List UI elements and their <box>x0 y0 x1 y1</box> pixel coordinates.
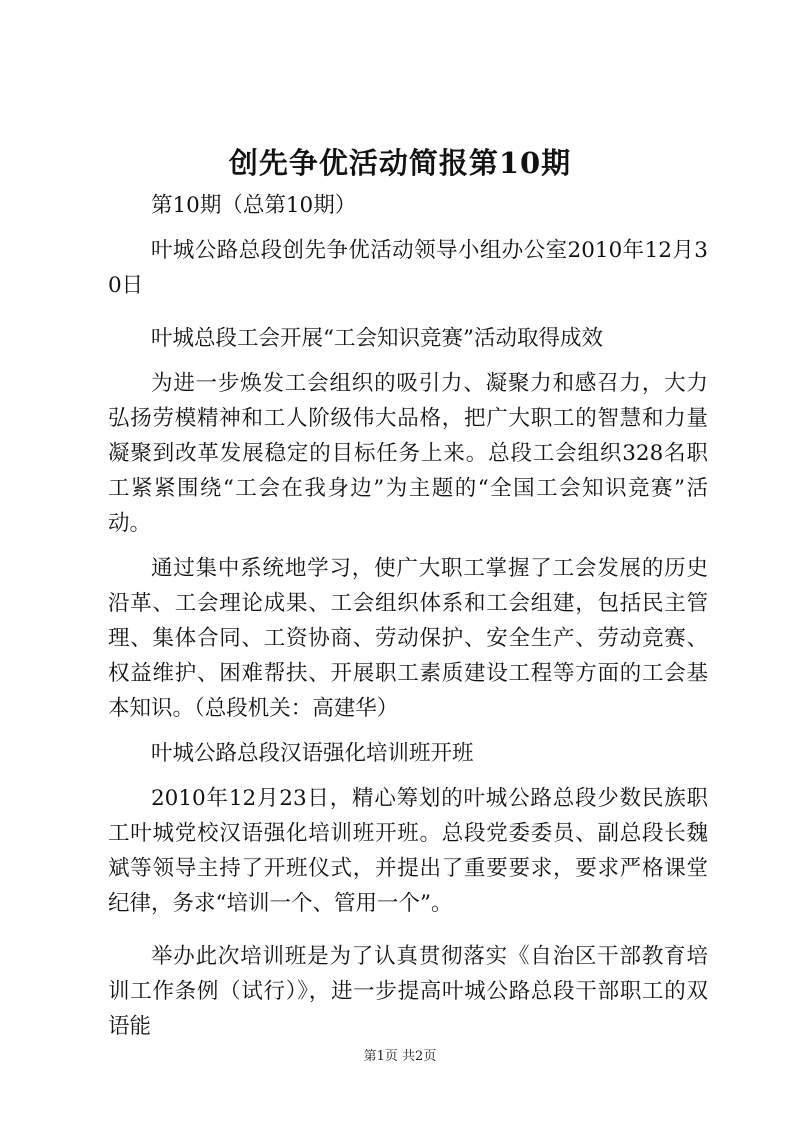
paragraph: 为进一步焕发工会组织的吸引力、凝聚力和感召力，大力弘扬劳模精神和工人阶级伟大品格，把广大职工的智慧和力量凝聚到改革发展稳定的目标任务上来。总段工会组织328名职工紧紧围绕“工会在我身边”为主题的“全国工会知识竞赛”活动。 <box>108 371 708 536</box>
issue-number: 第10期（总第10期） <box>151 193 357 218</box>
paragraph: 举办此次培训班是为了认真贯彻落实《自治区干部教育培训工作条例（试行）》，进一步提高叶城公路总段干部职工的双语能 <box>108 944 708 1039</box>
section-heading-chinese-training: 叶城公路总段汉语强化培训班开班 <box>151 741 474 766</box>
paragraph: 通过集中系统地学习，使广大职工掌握了工会发展的历史沿革、工会理论成果、工会组织体系和工会组建，包括民主管理、集体合同、工资协商、劳动保护、安全生产、劳动竞赛、权益维护、困难帮扶、开展职工素质建设工程等方面的工会基本知识。（总段机关：高建华） <box>108 556 708 721</box>
section-heading-union-quiz: 叶城总段工会开展“工会知识竞赛”活动取得成效 <box>151 326 603 351</box>
issuer-line: 叶城公路总段创先争优活动领导小组办公室2010年12月30日 <box>108 238 708 298</box>
document-title: 创先争优活动简报第10期 <box>228 146 572 180</box>
page-number: 第1页 共2页 <box>363 1049 437 1064</box>
document-body <box>108 188 708 1044</box>
paragraph: 2010年12月23日，精心筹划的叶城公路总段少数民族职工叶城党校汉语强化培训班开班。总段党委委员、副总段长魏斌等领导主持了开班仪式，并提出了重要要求，要求严格课堂纪律，务求“培训一个、管用一个”。 <box>108 786 708 916</box>
